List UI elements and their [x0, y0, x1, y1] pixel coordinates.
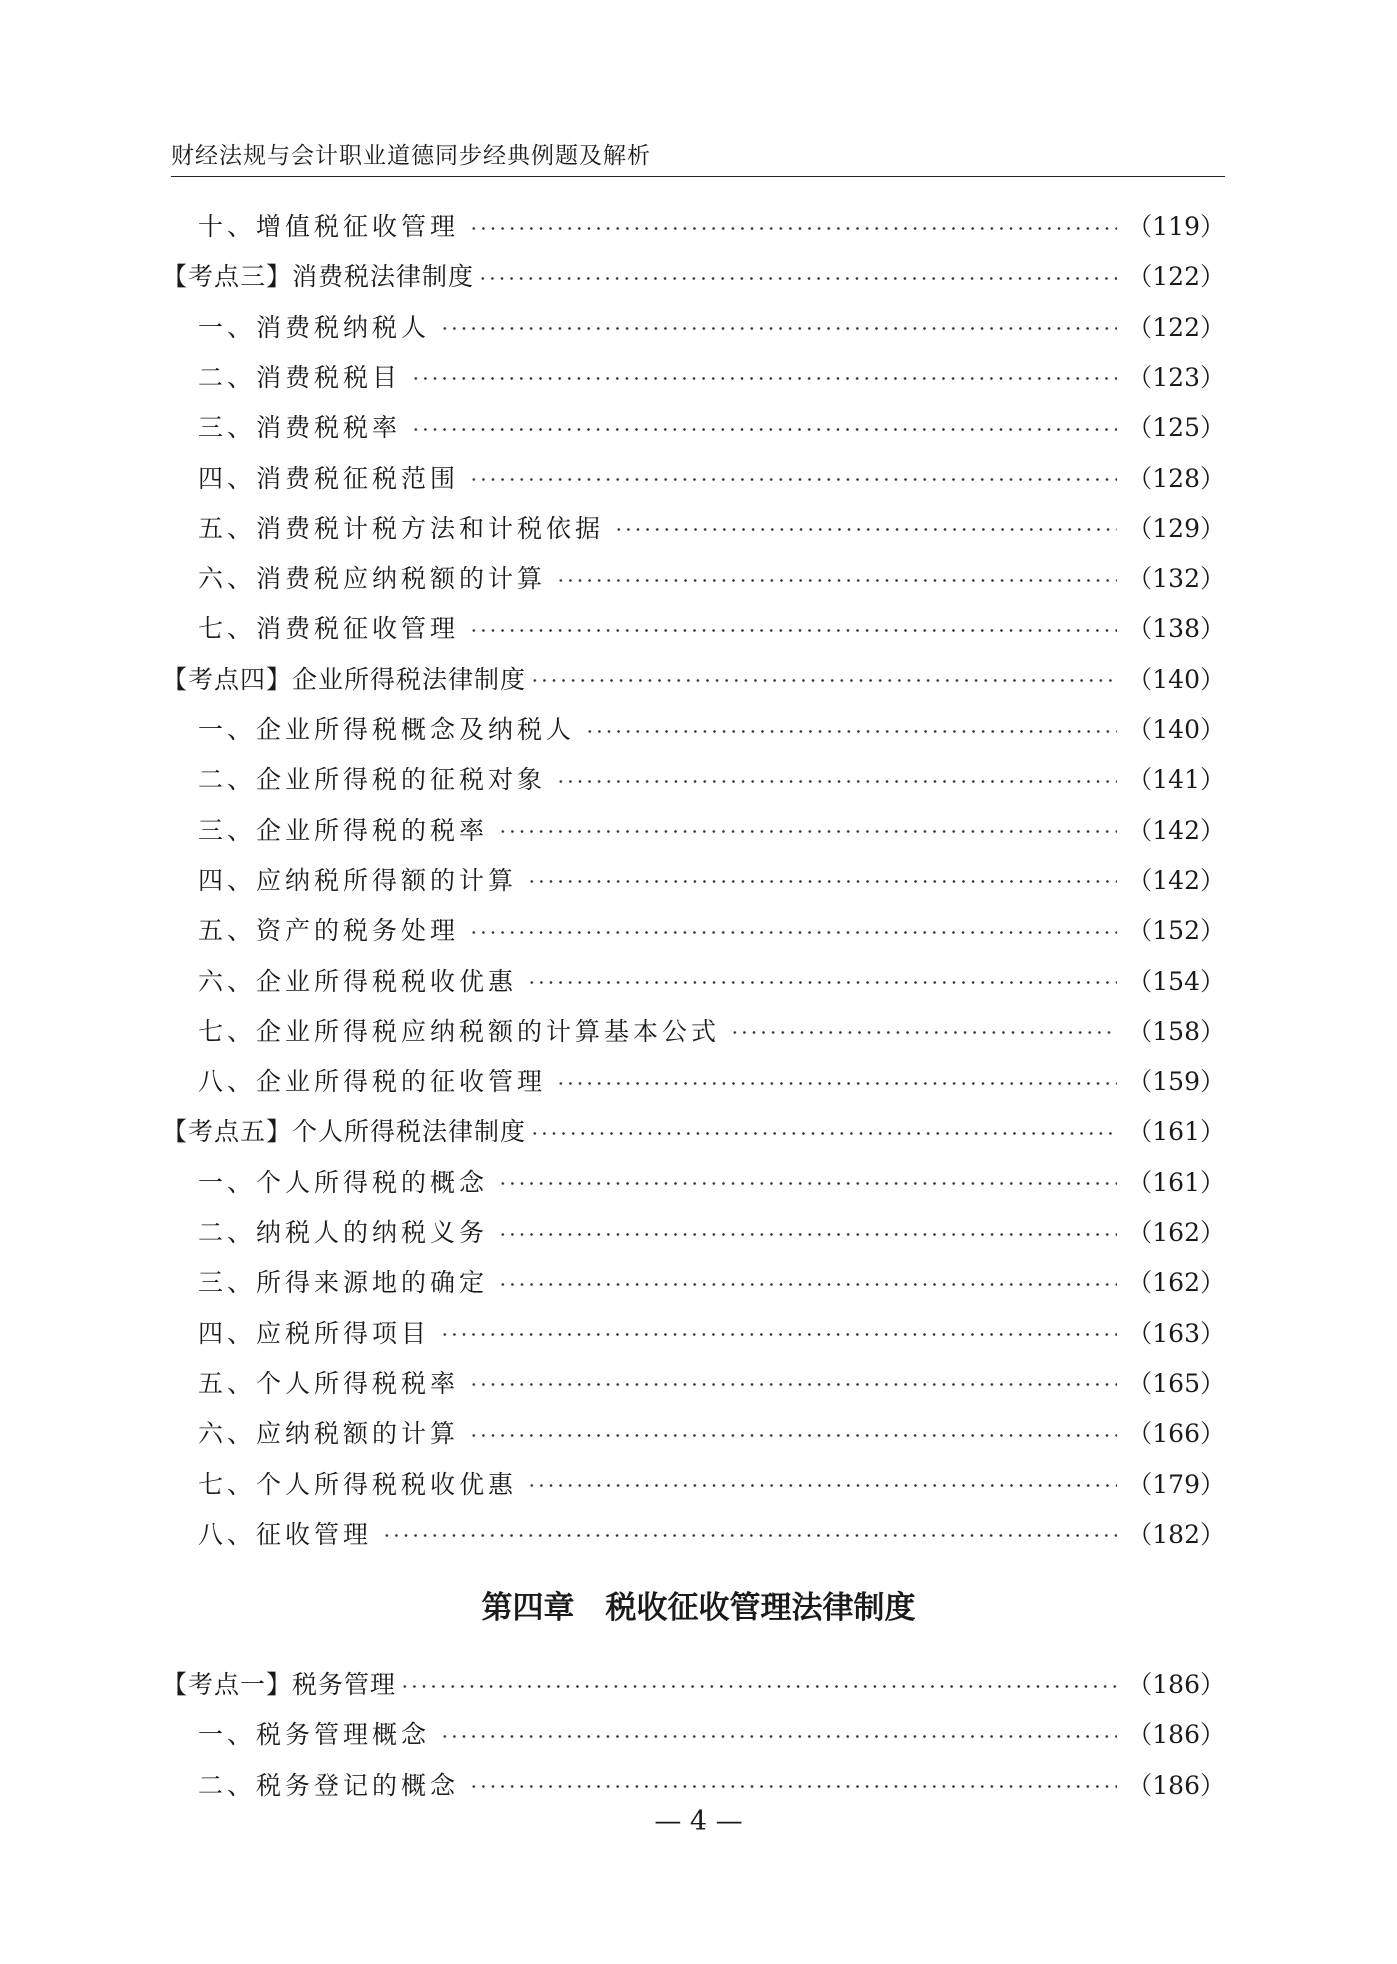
dot-leader [614, 528, 1117, 531]
toc-entry-label: 二、纳税人的纳税义务 [198, 1218, 489, 1247]
toc-entry-label: 七、消费税征收管理 [198, 614, 460, 644]
dot-leader [469, 1434, 1117, 1437]
toc-section-entry[interactable] [162, 1663, 1225, 1703]
toc-entry-page: （182） [1127, 1519, 1225, 1549]
dot-leader [498, 1182, 1117, 1185]
toc-entry-label: 八、征收管理 [198, 1519, 373, 1549]
toc-entry-page: （125） [1127, 413, 1225, 443]
toc-entry[interactable] [162, 859, 1225, 899]
toc-entry-label: 一、个人所得税的概念 [198, 1167, 489, 1197]
dot-leader [469, 1383, 1117, 1386]
toc-entry[interactable] [162, 205, 1225, 245]
toc-entry-page: （165） [1127, 1368, 1225, 1398]
dot-leader [382, 1534, 1117, 1537]
toc-entry-label: 五、个人所得税税率 [198, 1368, 460, 1398]
toc-entry-label: 六、应纳税额的计算 [198, 1419, 460, 1449]
toc-entry-page: （152） [1127, 916, 1225, 946]
toc-entry[interactable] [162, 758, 1225, 798]
dot-leader [556, 1082, 1117, 1085]
dot-leader [556, 579, 1117, 582]
toc-entry-label: 七、个人所得税税收优惠 [198, 1469, 518, 1499]
toc-entry[interactable] [162, 1060, 1225, 1100]
toc-entry[interactable] [162, 1513, 1225, 1553]
toc-entry[interactable] [162, 1312, 1225, 1352]
toc-entry-label: 【考点四】企业所得税法律制度 [162, 664, 527, 694]
toc-entry-label: 【考点五】个人所得税法律制度 [162, 1117, 527, 1147]
toc-entry-page: （154） [1127, 966, 1225, 996]
toc-entry-page: （163） [1127, 1318, 1225, 1348]
dot-leader [411, 377, 1117, 380]
toc-entry-label: 一、消费税纳税人 [198, 312, 431, 342]
page-number: — 4 — [654, 1806, 743, 1837]
toc-entry-label: 三、消费税税率 [198, 413, 402, 443]
toc-entry[interactable] [162, 557, 1225, 597]
toc-entry-page: （186） [1127, 1720, 1225, 1750]
toc-entry-page: （140） [1127, 664, 1225, 694]
dot-leader [585, 730, 1117, 733]
dot-leader [498, 1233, 1117, 1236]
dot-leader [556, 780, 1117, 783]
toc-entry-label: 八、企业所得税的征收管理 [198, 1067, 547, 1097]
toc-entry-label: 四、应税所得项目 [198, 1318, 431, 1348]
dot-leader [469, 227, 1117, 230]
dot-leader [411, 428, 1117, 431]
toc-entry-page: （132） [1127, 564, 1225, 594]
dot-leader [400, 1685, 1117, 1688]
dot-leader [527, 1484, 1117, 1487]
toc-entry-page: （186） [1127, 1670, 1225, 1700]
toc-entry-page: （119） [1127, 212, 1225, 241]
toc-entry[interactable] [162, 607, 1225, 647]
toc-entry-page: （179） [1127, 1469, 1225, 1499]
toc-entry-label: 四、应纳税所得额的计算 [198, 865, 518, 895]
toc-entry[interactable] [162, 1211, 1225, 1251]
toc-entry[interactable] [162, 1261, 1225, 1301]
toc-entry-page: （140） [1127, 715, 1225, 744]
dot-leader [527, 880, 1117, 883]
toc-entry[interactable] [162, 1463, 1225, 1503]
toc-entry-label: 二、消费税税目 [198, 362, 402, 392]
toc-entry-page: （159） [1127, 1067, 1225, 1097]
dot-leader [469, 931, 1117, 934]
dot-leader [440, 327, 1117, 330]
toc-entry-label: 二、税务登记的概念 [198, 1770, 460, 1800]
toc-entry-page: （128） [1127, 463, 1225, 493]
toc-entry[interactable] [162, 1010, 1225, 1050]
toc-entry[interactable] [162, 507, 1225, 547]
toc-entry[interactable] [162, 708, 1225, 748]
header-rule [171, 176, 1225, 177]
toc-entry[interactable] [162, 356, 1225, 396]
dot-leader [478, 277, 1117, 280]
toc-entry-label: 五、消费税计税方法和计税依据 [198, 513, 605, 543]
toc-section-entry[interactable] [162, 255, 1225, 295]
toc-entry-label: 一、企业所得税概念及纳税人 [198, 715, 576, 744]
toc-entry-page: （141） [1127, 765, 1225, 795]
toc-entry-page: （161） [1127, 1117, 1225, 1147]
toc-entry-label: 【考点一】税务管理 [162, 1670, 397, 1700]
dot-leader [469, 629, 1117, 632]
toc-entry-label: 【考点三】消费税法律制度 [162, 262, 475, 292]
chapter-heading: 第四章 税收征收管理法律制度 [481, 1590, 916, 1626]
toc-entry-page: （162） [1127, 1218, 1225, 1247]
toc-entry-label: 十、增值税征收管理 [198, 212, 460, 241]
toc-entry-page: （122） [1127, 312, 1225, 342]
toc-entry-page: （161） [1127, 1167, 1225, 1197]
toc-entry-page: （158） [1127, 1016, 1225, 1046]
toc-entry[interactable] [162, 306, 1225, 346]
dot-leader [440, 1333, 1117, 1336]
toc-entry[interactable] [162, 406, 1225, 446]
toc-entry-page: （186） [1127, 1770, 1225, 1800]
toc-entry-label: 三、企业所得税的税率 [198, 815, 489, 845]
toc-entry-page: （138） [1127, 614, 1225, 644]
toc-entry[interactable] [162, 1161, 1225, 1201]
toc-entry[interactable] [162, 457, 1225, 497]
dot-leader [498, 1283, 1117, 1286]
toc-entry[interactable] [162, 1713, 1225, 1753]
toc-entry-page: （142） [1127, 815, 1225, 845]
toc-entry[interactable] [162, 960, 1225, 1000]
toc-entry-label: 六、企业所得税税收优惠 [198, 966, 518, 996]
toc-entry[interactable] [162, 1362, 1225, 1402]
dot-leader [469, 478, 1117, 481]
toc-entry-label: 一、税务管理概念 [198, 1720, 431, 1750]
dot-leader [469, 1785, 1117, 1788]
running-header: 财经法规与会计职业道德同步经典例题及解析 [171, 143, 651, 169]
toc-section-entry[interactable] [162, 658, 1225, 698]
toc-entry[interactable] [162, 909, 1225, 949]
toc-entry-page: （162） [1127, 1268, 1225, 1298]
toc-entry[interactable] [162, 1764, 1225, 1804]
toc-entry[interactable] [162, 1412, 1225, 1452]
toc-entry-label: 二、企业所得税的征税对象 [198, 765, 547, 795]
toc-entry-label: 五、资产的税务处理 [198, 916, 460, 946]
toc-entry-page: （122） [1127, 262, 1225, 292]
dot-leader [527, 981, 1117, 984]
dot-leader [498, 830, 1117, 833]
dot-leader [530, 679, 1117, 682]
toc-entry-page: （166） [1127, 1419, 1225, 1449]
toc-entry-page: （142） [1127, 865, 1225, 895]
toc-entry-label: 三、所得来源地的确定 [198, 1268, 489, 1298]
toc-entry-label: 四、消费税征税范围 [198, 463, 460, 493]
toc-entry-label: 七、企业所得税应纳税额的计算基本公式 [198, 1016, 721, 1046]
toc-section-entry[interactable] [162, 1110, 1225, 1150]
dot-leader [440, 1735, 1117, 1738]
dot-leader [730, 1031, 1117, 1034]
toc-entry-page: （123） [1127, 362, 1225, 392]
toc-entry-page: （129） [1127, 513, 1225, 543]
toc-entry[interactable] [162, 809, 1225, 849]
dot-leader [530, 1132, 1117, 1135]
toc-entry-label: 六、消费税应纳税额的计算 [198, 564, 547, 594]
